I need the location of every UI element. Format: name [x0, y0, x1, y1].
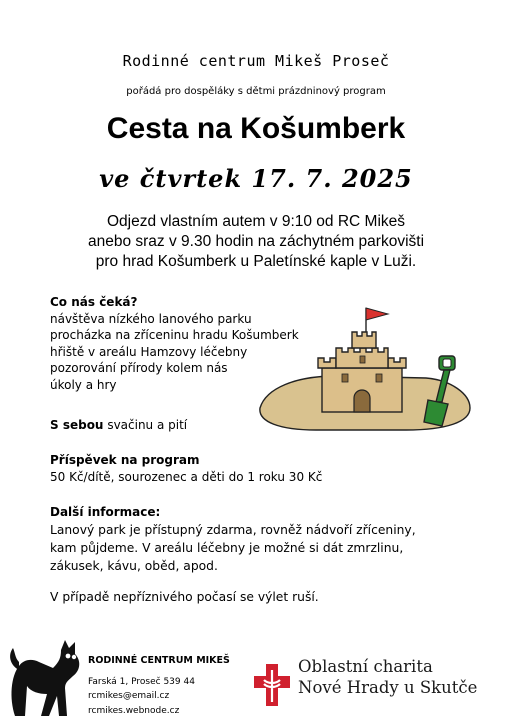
program-item: procházka na zříceninu hradu Košumberk	[50, 328, 299, 342]
departure-line: anebo sraz v 9.30 hodin na záchytném parkovišti	[87, 233, 425, 250]
footer-web[interactable]: rcmikes.webnode.cz	[88, 705, 180, 716]
charity-cross-icon	[252, 662, 292, 708]
fee-text: 50 Kč/dítě, sourozenec a děti do 1 roku 30 Kč	[50, 469, 323, 484]
bring-text: svačinu a pití	[107, 418, 188, 432]
program-item: návštěva nízkého lanového parku	[50, 311, 252, 326]
footer-address: Farská 1, Proseč 539 44	[88, 676, 195, 687]
footer-email[interactable]: rcmikes@email.cz	[88, 691, 170, 701]
bring-section	[50, 417, 187, 434]
page-title: Cesta na Košumberk	[106, 112, 406, 145]
castle-window	[342, 374, 348, 382]
footer-contact	[88, 654, 230, 718]
subtitle: pořádá pro dospěláky s dětmi prázdninový program	[126, 86, 386, 97]
info-heading: Další informace:	[50, 505, 161, 519]
charity-line: Oblastní charita	[298, 657, 433, 676]
weather-note: V případě nepříznivého počasí se výlet ruší.	[50, 590, 319, 604]
castle-right-tower	[388, 358, 406, 368]
info-line: Lanový park je přístupný zdarma, rovněž nádvoří zříceniny,	[50, 522, 416, 537]
castle-window	[360, 356, 365, 363]
charity-name	[298, 656, 477, 698]
fee-heading: Příspěvek na program	[50, 453, 200, 467]
program-item: hřiště v areálu Hamzovy léčebny	[50, 344, 248, 359]
shovel-grip-hole	[443, 359, 451, 367]
sandcastle-illustration	[256, 304, 474, 434]
departure-info	[0, 212, 512, 272]
footer-org-name: RODINNÉ CENTRUM MIKEŠ	[88, 655, 230, 666]
info-line: zákusek, kávu, oběd, apod.	[50, 558, 218, 573]
program-item: pozorování přírody kolem nás	[50, 361, 228, 375]
program-heading: Co nás čeká?	[50, 295, 138, 309]
bring-label: S sebou	[50, 418, 104, 432]
departure-line: pro hrad Košumberk u Paletínské kaple v Luži.	[95, 253, 417, 270]
castle-top-tower	[352, 332, 376, 348]
castle-door	[354, 390, 370, 412]
info-section	[50, 504, 416, 575]
departure-line: Odjezd vlastním autem v 9:10 od RC Mikeš	[106, 213, 406, 230]
cat-logo-icon	[5, 636, 85, 718]
program-item: úkoly a hry	[50, 377, 117, 392]
organization-title: Rodinné centrum Mikeš Proseč	[122, 52, 390, 70]
fee-section	[50, 452, 322, 485]
charity-line: Nové Hrady u Skutče	[298, 678, 478, 697]
flag	[366, 308, 388, 320]
info-line: kam půjdeme. V areálu léčebny je možné si dát zmrzlinu,	[50, 540, 404, 555]
castle-window	[376, 374, 382, 382]
castle-left-tower	[318, 358, 336, 368]
event-date: ve čtvrtek 17. 7. 2025	[99, 164, 413, 193]
